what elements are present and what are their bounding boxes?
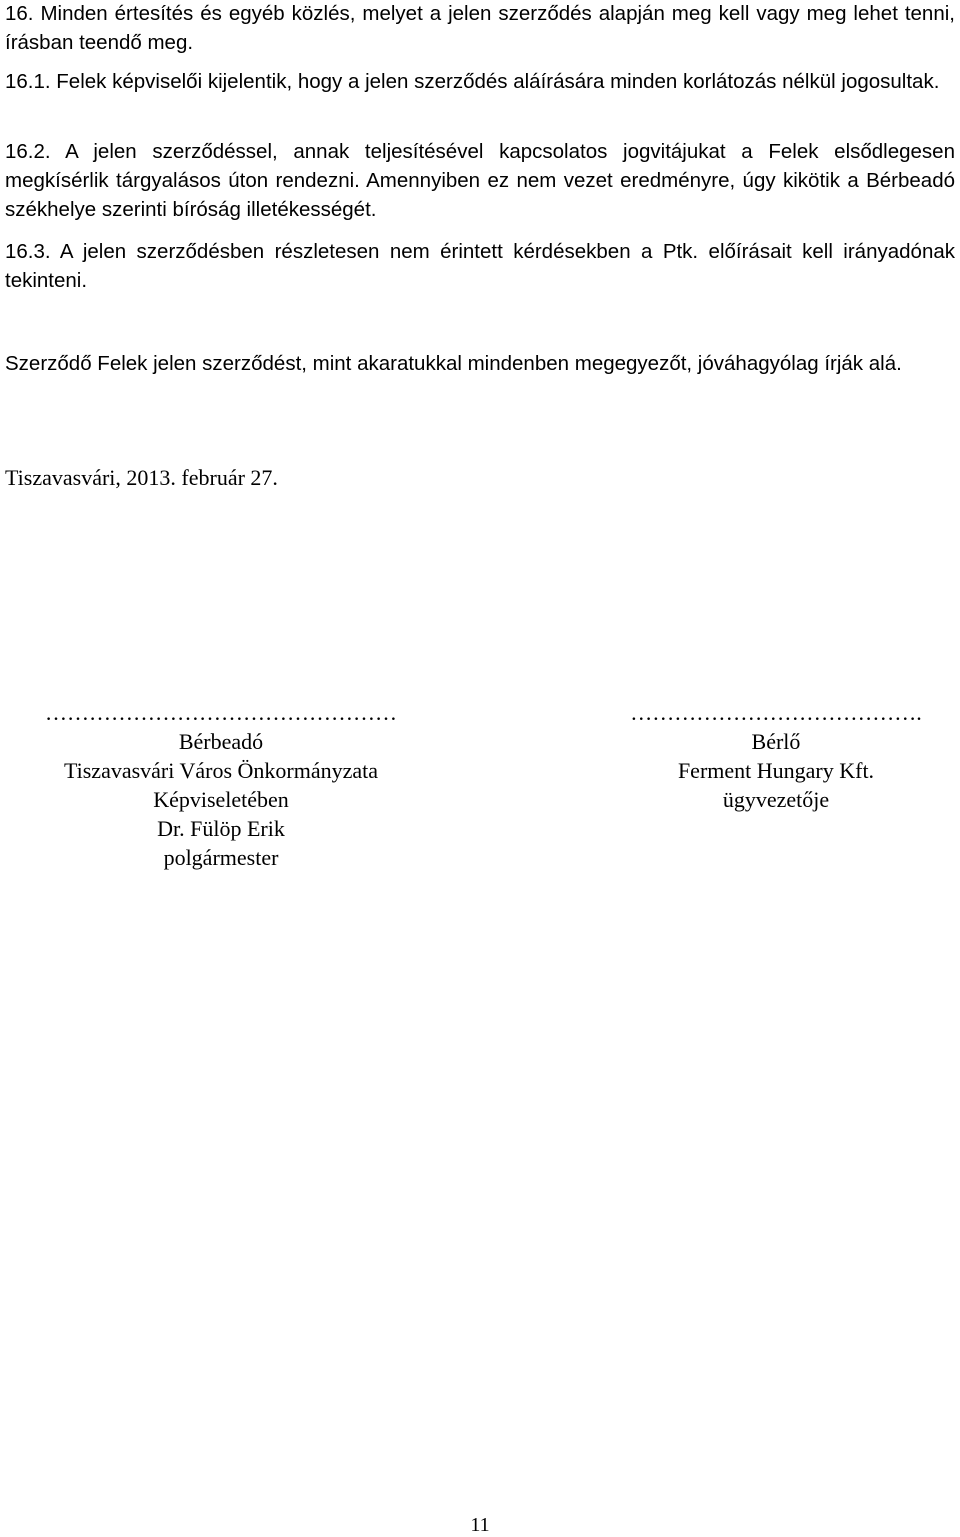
signature-line: …………………………………. <box>630 700 922 725</box>
page-number: 11 <box>470 1514 490 1536</box>
paragraph-16-1: 16.1. Felek képviselői kijelentik, hogy a jelen szerződés aláírására minden korlátozás nélkül jogosultak. <box>5 70 940 93</box>
signatory-role: Bérbeadó <box>178 729 264 754</box>
place-and-date: Tiszavasvári, 2013. február 27. <box>5 465 278 490</box>
signatory-capacity: Képviseletében <box>153 787 289 812</box>
signatory-title: polgármester <box>163 845 279 870</box>
signature-line: ………………………………………… <box>45 700 397 725</box>
signature-block-lessee <box>596 698 956 814</box>
signatory-role: Bérlő <box>751 729 801 754</box>
signatory-organization: Tiszavasvári Város Önkormányzata <box>63 758 379 783</box>
paragraph-16-2-part-a: 16.2. A jelen szerződéssel, annak teljesítésével kapcsolatos jogvitájukat a Felek elsődlegesen megkísérlik tárgyalásos úton rendezni. <box>5 140 955 192</box>
paragraph-16: 16. Minden értesítés és egyéb közlés, melyet a jelen szerződés alapján meg kell vagy meg lehet tenni, írásban teendő meg. <box>5 2 955 54</box>
signatory-organization: Ferment Hungary Kft. <box>677 758 875 783</box>
paragraph-16-2-part-b: Amennyiben ez nem vezet eredményre, úgy kikötik a Bérbeadó székhelye szerinti bíróság illetékességét. <box>5 169 955 221</box>
signatory-name: Dr. Fülöp Erik <box>157 816 285 841</box>
paragraph-16-3: 16.3. A jelen szerződésben részletesen nem érintett kérdésekben a Ptk. előírásait kell irányadónak tekinteni. <box>5 240 955 292</box>
closing-statement: Szerződő Felek jelen szerződést, mint akaratukkal mindenben megegyezőt, jóváhagyólag írják alá. <box>5 352 902 375</box>
signature-block-lessor <box>16 698 426 872</box>
paragraph-16-2 <box>5 137 955 224</box>
signatory-title: ügyvezetője <box>722 787 830 812</box>
